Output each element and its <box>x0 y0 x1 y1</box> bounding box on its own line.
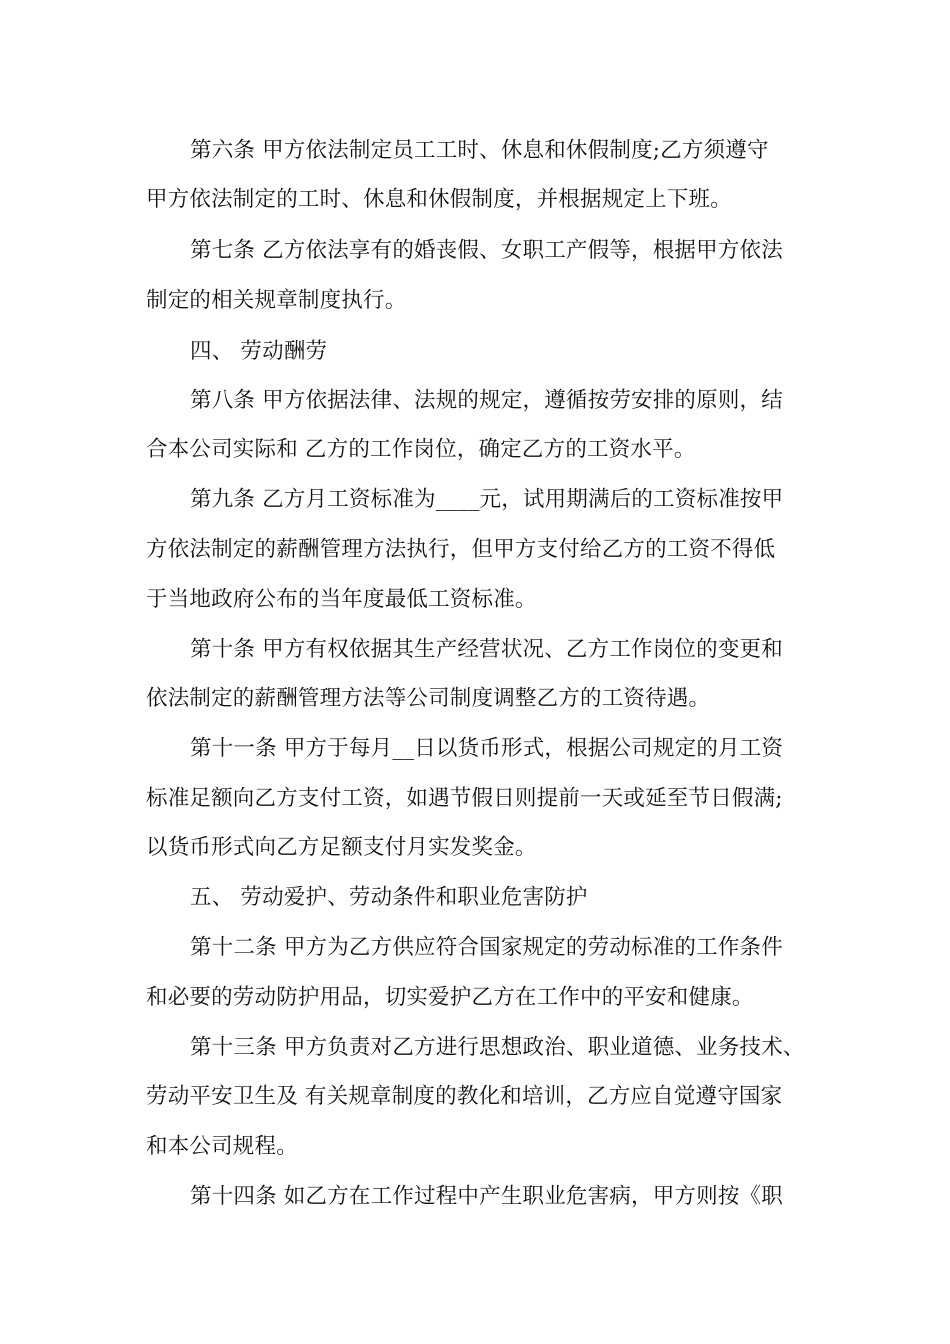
article-12-line-1: 第十二条 甲方为乙方供应符合国家规定的劳动标准的工作条件 <box>190 935 783 960</box>
article-9-line-2: 方依法制定的薪酬管理方法执行，但甲方支付给乙方的工资不得低 <box>146 537 776 562</box>
article-12-line-2: 和必要的劳动防护用品，切实爱护乙方在工作中的平安和健康。 <box>146 985 754 1010</box>
article-13-line-2: 劳动平安卫生及 有关规章制度的教化和培训，乙方应自觉遵守国家 <box>146 1084 783 1109</box>
article-11-line-1: 第十一条 甲方于每月__日以货币形式，根据公司规定的月工资 <box>190 736 784 761</box>
article-6-line-2: 甲方依法制定的工时、休息和休假制度，并根据规定上下班。 <box>146 187 732 212</box>
section-5-heading: 五、 劳动爱护、劳动条件和职业危害防护 <box>190 885 588 910</box>
article-11-line-3: 以货币形式向乙方足额支付月实发奖金。 <box>146 835 537 860</box>
article-11-line-2: 标准足额向乙方支付工资，如遇节假日则提前一天或延至节日假满; <box>146 786 783 811</box>
article-10-line-2: 依法制定的薪酬管理方法等公司制度调整乙方的工资待遇。 <box>146 686 711 711</box>
article-7-line-1: 第七条 乙方依法享有的婚丧假、女职工产假等，根据甲方依法 <box>190 238 783 263</box>
article-13-line-3: 和本公司规程。 <box>146 1134 298 1159</box>
article-10-line-1: 第十条 甲方有权依据其生产经营状况、乙方工作岗位的变更和 <box>190 637 783 662</box>
article-13-line-1: 第十三条 甲方负责对乙方进行思想政治、职业道德、业务技术、 <box>190 1035 805 1060</box>
article-9-line-1: 第九条 乙方月工资标准为____元，试用期满后的工资标准按甲 <box>190 487 784 512</box>
article-9-line-3: 于当地政府公布的当年度最低工资标准。 <box>146 587 537 612</box>
article-6-line-1: 第六条 甲方依法制定员工工时、休息和休假制度;乙方须遵守 <box>190 138 769 163</box>
article-14-line-1: 第十四条 如乙方在工作过程中产生职业危害病，甲方则按《职 <box>190 1184 783 1209</box>
section-4-heading: 四、 劳动酬劳 <box>190 339 328 364</box>
article-7-line-2: 制定的相关规章制度执行。 <box>146 288 407 313</box>
article-8-line-1: 第八条 甲方依据法律、法规的规定，遵循按劳安排的原则，结 <box>190 388 783 413</box>
article-8-line-2: 合本公司实际和 乙方的工作岗位，确定乙方的工资水平。 <box>146 437 696 462</box>
